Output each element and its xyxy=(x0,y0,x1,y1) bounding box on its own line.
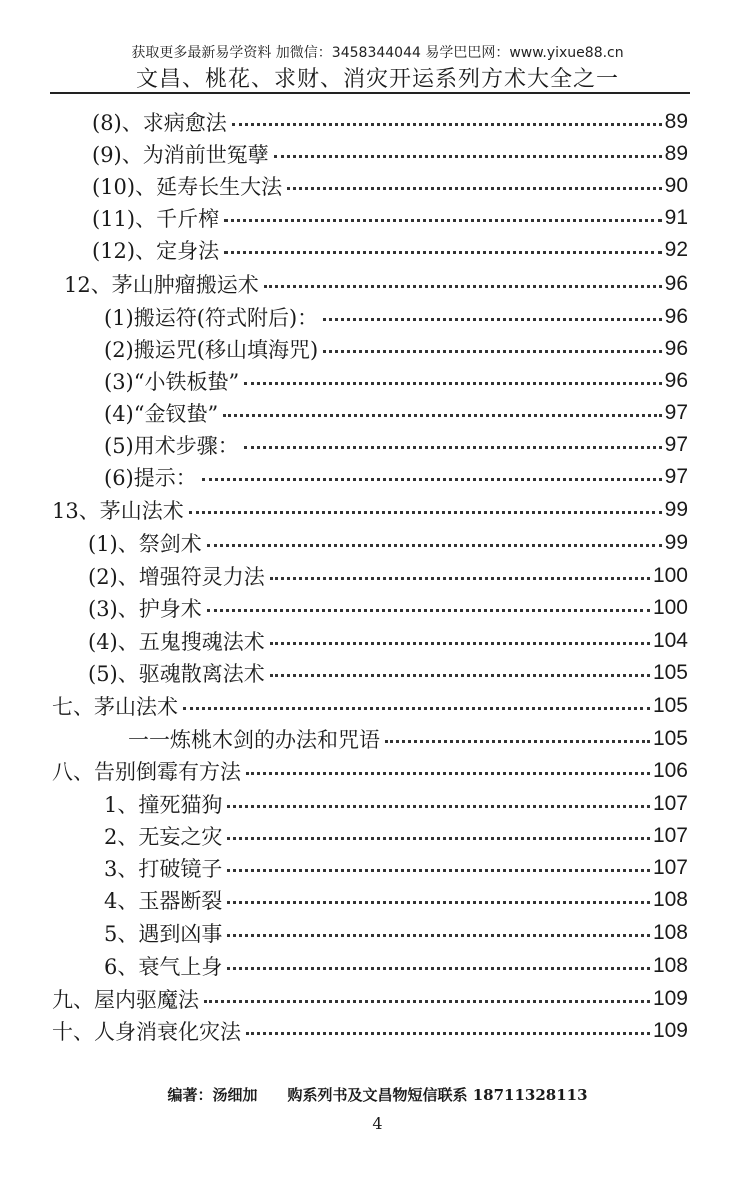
toc-entry xyxy=(104,917,688,949)
toc-entry xyxy=(128,723,688,755)
toc-entry-title: (12)、定身法 xyxy=(92,239,220,263)
page-number: 4 xyxy=(372,1114,383,1133)
author-contact-line: 编著：汤细加 购系列书及文昌物短信联系 18711328113 xyxy=(167,1086,588,1104)
toc-entry-page: 105 xyxy=(652,694,688,717)
dot-leader xyxy=(227,901,650,904)
toc-entry xyxy=(52,494,688,526)
dot-leader xyxy=(202,478,662,481)
dot-leader xyxy=(227,934,650,937)
toc-entry-page: 97 xyxy=(664,401,688,424)
toc-entry-title: (3)“小铁板蛰” xyxy=(104,370,240,394)
toc-entry-page: 109 xyxy=(652,1019,688,1042)
toc-entry xyxy=(64,268,688,300)
toc-entry-title: (8)、求病愈法 xyxy=(92,111,227,135)
toc-entry-title: (10)、延寿长生大法 xyxy=(92,175,283,199)
toc-entry-title: 2、无妄之灾 xyxy=(104,825,223,849)
toc-entry xyxy=(104,333,688,365)
toc-entry-page: 105 xyxy=(652,727,688,750)
dot-leader xyxy=(244,382,661,385)
dot-leader xyxy=(189,511,662,514)
dot-leader xyxy=(246,1032,650,1035)
dot-leader xyxy=(207,544,662,547)
toc-entry-title: 13、茅山法术 xyxy=(52,499,184,523)
dot-leader xyxy=(270,674,650,677)
toc-entry-page: 99 xyxy=(664,531,688,554)
dot-leader xyxy=(264,285,662,288)
toc-entry-title: 九、屋内驱魔法 xyxy=(52,988,199,1012)
toc-entry-title: (9)、为消前世冤孽 xyxy=(92,143,269,167)
dot-leader xyxy=(274,155,662,158)
toc-entry xyxy=(88,657,688,689)
toc-entry xyxy=(104,397,688,429)
toc-entry-title: 5、遇到凶事 xyxy=(104,922,223,946)
toc-entry-title: (11)、千斤榨 xyxy=(92,207,220,231)
toc-entry-title: 一一炼桃木剑的办法和咒语 xyxy=(128,728,380,752)
toc-entry-title: (1)搬运符(符式附后)： xyxy=(104,306,319,330)
toc-entry-title: 1、撞死猫狗 xyxy=(104,793,223,817)
toc-entry xyxy=(104,301,688,333)
toc-entry-title: 4、玉器断裂 xyxy=(104,889,223,913)
dot-leader xyxy=(227,837,650,840)
toc-entry-page: 100 xyxy=(652,596,688,619)
dot-leader xyxy=(227,805,650,808)
dot-leader xyxy=(232,123,662,126)
dot-leader xyxy=(224,251,662,254)
toc-entry-title: (4)、五鬼搜魂法术 xyxy=(88,630,265,654)
toc-entry xyxy=(88,560,688,592)
toc-entry-page: 97 xyxy=(664,433,688,456)
toc-entry-page: 104 xyxy=(652,629,688,652)
toc-entry-page: 100 xyxy=(652,564,688,587)
toc-entry xyxy=(88,625,688,657)
toc-entry xyxy=(92,106,688,138)
toc-entry-title: (1)、祭剑术 xyxy=(88,532,202,556)
dot-leader xyxy=(323,318,662,321)
toc-entry-page: 107 xyxy=(652,824,688,847)
toc-entry-page: 108 xyxy=(652,921,688,944)
toc-entry-page: 97 xyxy=(664,465,688,488)
toc-entry xyxy=(88,527,688,559)
dot-leader xyxy=(183,707,650,710)
toc-entry-title: 6、衰气上身 xyxy=(104,955,223,979)
toc-entry-title: 3、打破镜子 xyxy=(104,857,223,881)
toc-entry xyxy=(104,852,688,884)
toc-entry xyxy=(92,170,688,202)
toc-entry-page: 107 xyxy=(652,856,688,879)
dot-leader xyxy=(227,967,650,970)
toc-entry-page: 89 xyxy=(664,110,688,133)
dot-leader xyxy=(287,187,662,190)
toc-entry xyxy=(92,138,688,170)
toc-entry-title: 12、茅山肿瘤搬运术 xyxy=(64,273,259,297)
dot-leader xyxy=(246,772,650,775)
toc-entry-page: 96 xyxy=(664,305,688,328)
toc-entry-page: 108 xyxy=(652,954,688,977)
toc-entry xyxy=(104,461,688,493)
watermark-text: 获取更多最新易学资料 加微信：3458344044 易学巴巴网：www.yixue88.cn xyxy=(131,45,624,61)
toc-entry-title: (5)、驱魂散离法术 xyxy=(88,662,265,686)
toc-entry-title: (4)“金钗蛰” xyxy=(104,402,219,426)
toc-entry-title: (3)、护身术 xyxy=(88,597,202,621)
toc-entry-title: (6)提示： xyxy=(104,466,197,490)
dot-leader xyxy=(227,869,650,872)
toc-entry-title: (5)用术步骤： xyxy=(104,434,239,458)
toc-entry-title: (2)、增强符灵力法 xyxy=(88,565,265,589)
dot-leader xyxy=(244,446,662,449)
toc-entry xyxy=(104,365,688,397)
toc-entry-page: 96 xyxy=(664,272,688,295)
toc-entry-page: 91 xyxy=(664,206,688,229)
toc-entry-page: 90 xyxy=(664,174,688,197)
dot-leader xyxy=(224,219,662,222)
toc-entry-page: 96 xyxy=(664,369,688,392)
dot-leader xyxy=(270,642,650,645)
book-title: 文昌、桃花、求财、消灾开运系列方术大全之一 xyxy=(135,67,619,92)
dot-leader xyxy=(385,740,650,743)
toc-entry-page: 105 xyxy=(652,661,688,684)
toc-entry xyxy=(52,755,688,787)
toc-entry xyxy=(92,234,688,266)
toc-entry xyxy=(88,592,688,624)
toc-entry xyxy=(92,202,688,234)
toc-entry-page: 92 xyxy=(664,238,688,261)
toc-entry-title: 七、茅山法术 xyxy=(52,695,178,719)
dot-leader xyxy=(323,350,662,353)
dot-leader xyxy=(270,577,650,580)
toc-entry-page: 99 xyxy=(664,498,688,521)
toc-entry xyxy=(104,429,688,461)
toc-entry-page: 89 xyxy=(664,142,688,165)
toc-entry-page: 106 xyxy=(652,759,688,782)
dot-leader xyxy=(207,609,650,612)
toc-entry-page: 108 xyxy=(652,888,688,911)
toc-entry-page: 109 xyxy=(652,987,688,1010)
toc-entry-title: 八、告别倒霉有方法 xyxy=(52,760,241,784)
dot-leader xyxy=(204,1000,650,1003)
toc-entry xyxy=(104,950,688,982)
toc-entry xyxy=(52,1015,688,1047)
header-divider xyxy=(50,92,690,94)
toc-entry xyxy=(52,690,688,722)
toc-entry-page: 107 xyxy=(652,792,688,815)
toc-entry-page: 96 xyxy=(664,337,688,360)
toc-entry xyxy=(104,884,688,916)
toc-entry-title: (2)搬运咒(移山填海咒) xyxy=(104,338,319,362)
toc-entry xyxy=(104,820,688,852)
toc-entry-title: 十、人身消衰化灾法 xyxy=(52,1020,241,1044)
toc-entry xyxy=(104,788,688,820)
dot-leader xyxy=(223,414,661,417)
toc-entry xyxy=(52,983,688,1015)
